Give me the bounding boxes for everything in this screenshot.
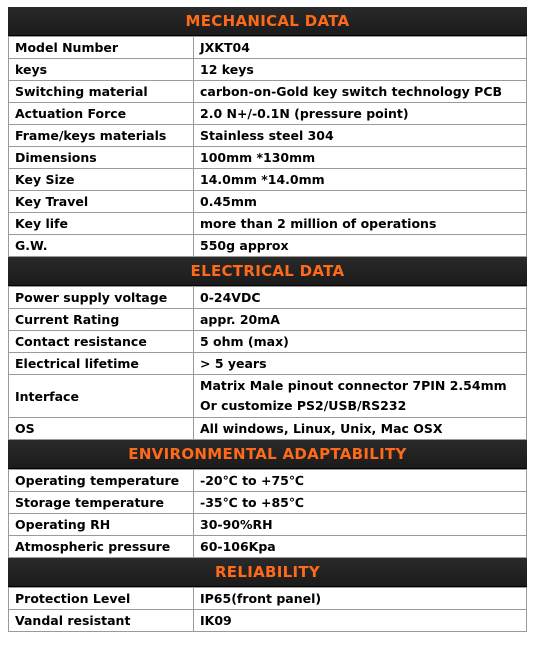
table-row xyxy=(9,169,527,191)
row-value: 14.0mm *14.0mm xyxy=(194,169,527,191)
table-row xyxy=(9,147,527,169)
row-value: 12 keys xyxy=(194,59,527,81)
table-row xyxy=(9,610,527,632)
spec-sheet xyxy=(8,7,527,632)
interface-line-2: Or customize PS2/USB/RS232 xyxy=(200,398,407,413)
row-value: IK09 xyxy=(194,610,527,632)
row-label: Key life xyxy=(9,213,194,235)
table-row xyxy=(9,235,527,257)
table-row xyxy=(9,81,527,103)
table-row xyxy=(9,470,527,492)
table-row xyxy=(9,125,527,147)
row-value xyxy=(194,375,527,418)
table-row xyxy=(9,59,527,81)
row-value: JXKT04 xyxy=(194,37,527,59)
row-value: > 5 years xyxy=(194,353,527,375)
row-label: Storage temperature xyxy=(9,492,194,514)
interface-line-1: Matrix Male pinout connector 7PIN 2.54mm xyxy=(200,378,507,393)
table-row xyxy=(9,331,527,353)
row-value: appr. 20mA xyxy=(194,309,527,331)
row-value: All windows, Linux, Unix, Mac OSX xyxy=(194,418,527,440)
spec-table-mechanical xyxy=(8,36,527,257)
row-value: 550g approx xyxy=(194,235,527,257)
row-value: -35℃ to +85℃ xyxy=(194,492,527,514)
table-row xyxy=(9,37,527,59)
row-label: Dimensions xyxy=(9,147,194,169)
row-value: 100mm *130mm xyxy=(194,147,527,169)
row-label: Electrical lifetime xyxy=(9,353,194,375)
row-label: Operating RH xyxy=(9,514,194,536)
table-row xyxy=(9,353,527,375)
section-header-reliability: RELIABILITY xyxy=(8,558,527,587)
row-label: Key Travel xyxy=(9,191,194,213)
row-value: more than 2 million of operations xyxy=(194,213,527,235)
section-header-mechanical: MECHANICAL DATA xyxy=(8,7,527,36)
row-label: Power supply voltage xyxy=(9,287,194,309)
row-label: Interface xyxy=(9,375,194,418)
row-label: Contact resistance xyxy=(9,331,194,353)
row-value: 0-24VDC xyxy=(194,287,527,309)
table-row xyxy=(9,309,527,331)
row-value: 30-90%RH xyxy=(194,514,527,536)
table-row xyxy=(9,213,527,235)
row-label: Switching material xyxy=(9,81,194,103)
row-label: Operating temperature xyxy=(9,470,194,492)
row-label: Protection Level xyxy=(9,588,194,610)
table-row xyxy=(9,588,527,610)
row-label: OS xyxy=(9,418,194,440)
row-value: 2.0 N+/-0.1N (pressure point) xyxy=(194,103,527,125)
section-header-electrical: ELECTRICAL DATA xyxy=(8,257,527,286)
row-label: Current Rating xyxy=(9,309,194,331)
row-label: Actuation Force xyxy=(9,103,194,125)
table-row xyxy=(9,514,527,536)
row-value: Stainless steel 304 xyxy=(194,125,527,147)
row-label: Key Size xyxy=(9,169,194,191)
row-value: 60-106Kpa xyxy=(194,536,527,558)
row-value: 5 ohm (max) xyxy=(194,331,527,353)
spec-table-environmental xyxy=(8,469,527,558)
section-header-environmental: ENVIRONMENTAL ADAPTABILITY xyxy=(8,440,527,469)
spec-table-electrical xyxy=(8,286,527,440)
row-value: carbon-on-Gold key switch technology PCB xyxy=(194,81,527,103)
table-row xyxy=(9,536,527,558)
row-label: Atmospheric pressure xyxy=(9,536,194,558)
row-label: Vandal resistant xyxy=(9,610,194,632)
row-value: -20℃ to +75℃ xyxy=(194,470,527,492)
table-row xyxy=(9,492,527,514)
table-row xyxy=(9,375,527,418)
table-row xyxy=(9,287,527,309)
row-label: Frame/keys materials xyxy=(9,125,194,147)
table-row xyxy=(9,103,527,125)
row-label: G.W. xyxy=(9,235,194,257)
table-row xyxy=(9,191,527,213)
row-label: keys xyxy=(9,59,194,81)
row-label: Model Number xyxy=(9,37,194,59)
table-row xyxy=(9,418,527,440)
row-value: 0.45mm xyxy=(194,191,527,213)
spec-table-reliability xyxy=(8,587,527,632)
row-value: IP65(front panel) xyxy=(194,588,527,610)
